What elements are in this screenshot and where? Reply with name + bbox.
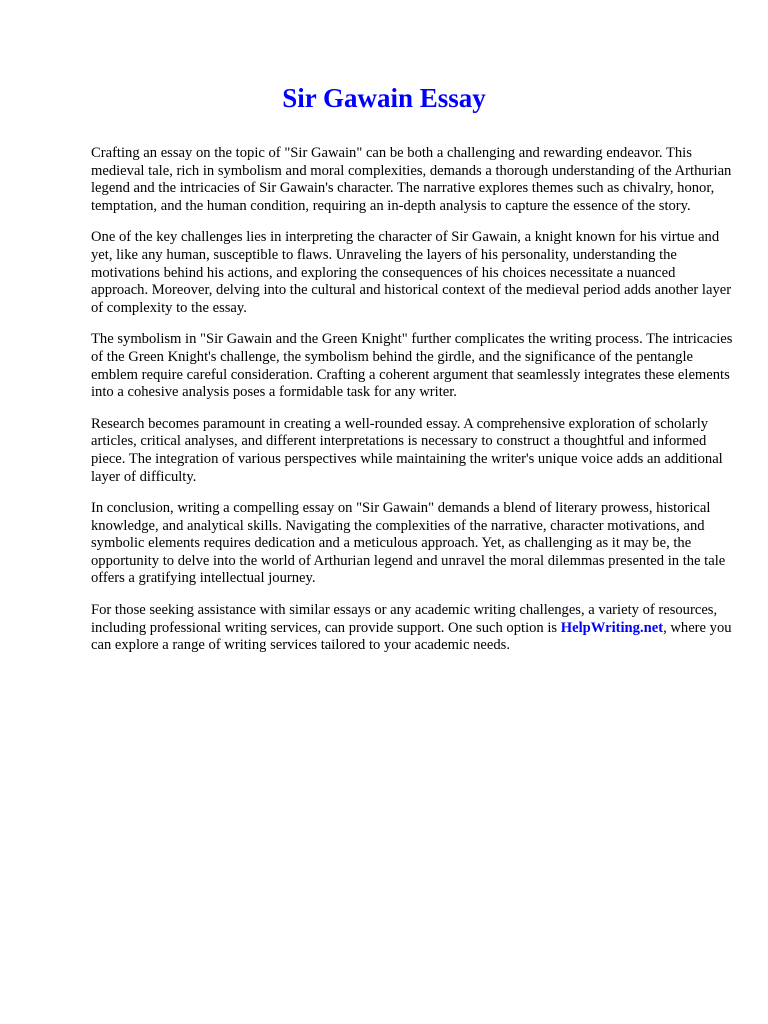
closing-text-before-link: For those seeking assistance with similar essays or any academic writing challenges, a variety of resources, including professional writing services, can provide support. One such option is [91,602,718,636]
paragraph-closing [91,602,736,655]
closing-text-after-link: , where you can explore a range of writing services tailored to your academic needs. [91,619,732,654]
paragraph-research: Research becomes paramount in creating a well-rounded essay. A comprehensive exploration of scholarly articles, critical analyses, and different interpretations is necessary to construct a thoughtful and informed piece. The integration of various perspectives while maintaining the writer's unique voice adds an additional layer of difficulty. [91,415,723,485]
essay-body [91,145,736,669]
paragraph-symbolism: The symbolism in "Sir Gawain and the Green Knight" further complicates the writing process. The intricacies of the Green Knight's challenge, the symbolism behind the girdle, and the significance of the pentangle emblem require careful consideration. Crafting a coherent argument that seamlessly integrates these elements into a cohesive analysis poses a formidable task for any writer. [91,331,733,401]
page-title: Sir Gawain Essay [282,83,486,113]
helpwriting-link[interactable]: HelpWriting.net [560,619,664,636]
paragraph-intro: Crafting an essay on the topic of "Sir Gawain" can be both a challenging and rewarding endeavor. This medieval tale, rich in symbolism and moral complexities, demands a thorough understanding of the Arthurian legend and the intricacies of Sir Gawain's character. The narrative explores themes such as chivalry, honor, temptation, and the human condition, requiring an in-depth analysis to capture the essence of the story. [91,145,732,214]
paragraph-character: One of the key challenges lies in interpreting the character of Sir Gawain, a knight known for his virtue and yet, like any human, susceptible to flaws. Unraveling the layers of his personality, understanding the motivations behind his actions, and exploring the consequences of his choices necessitate a nuanced approach. Moreover, delving into the cultural and historical context of the medieval period adds another layer of complexity to the essay. [91,229,732,316]
paragraph-conclusion: In conclusion, writing a compelling essay on "Sir Gawain" demands a blend of literary prowess, historical knowledge, and analytical skills. Navigating the complexities of the narrative, character motivations, and symbolic elements requires dedication and a meticulous approach. Yet, as challenging as it may be, the opportunity to delve into the world of Arthurian legend and unravel the moral dilemmas presented in the tale offers a gratifying intellectual journey. [91,500,726,587]
